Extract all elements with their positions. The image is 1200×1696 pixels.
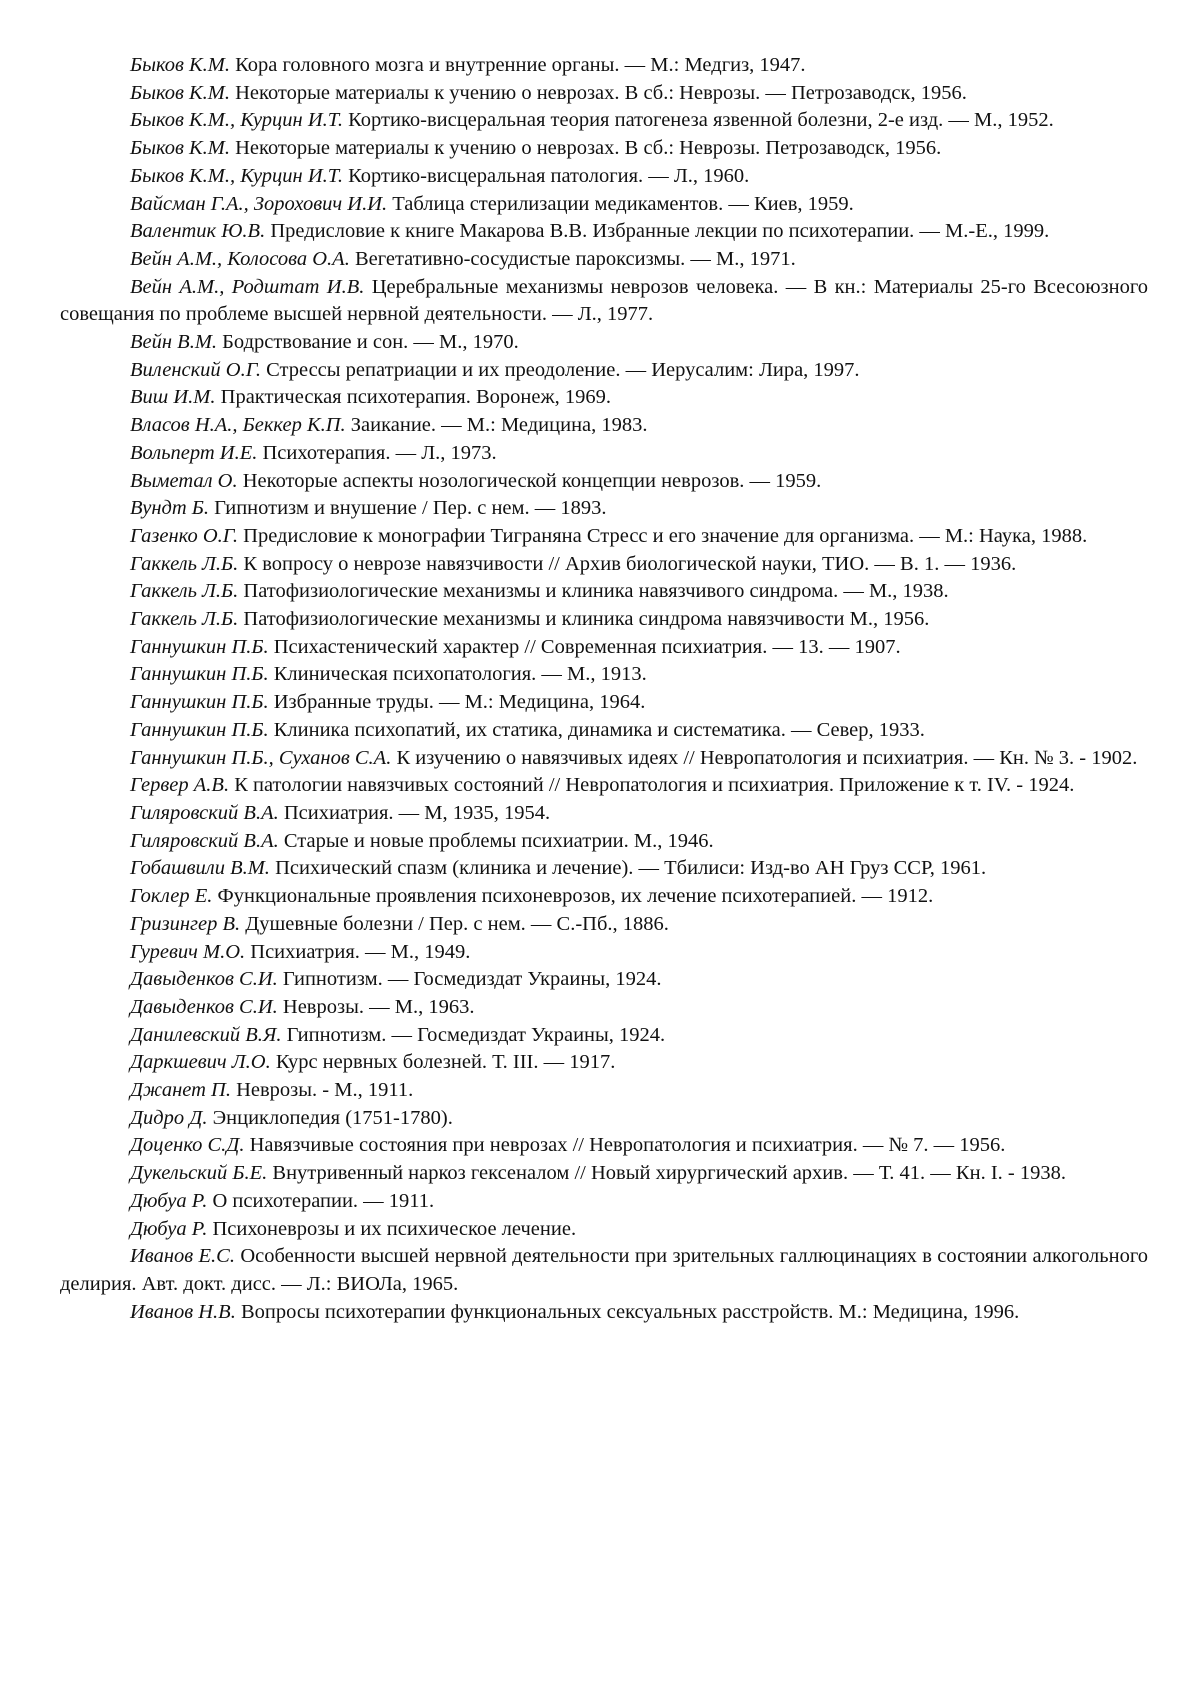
entry-author: Быков К.М., Курцин И.Т. — [130, 164, 344, 187]
bibliography-entry — [60, 911, 1148, 939]
entry-author: Давыденков С.И. — [130, 968, 278, 991]
entry-text: Энциклопедия (1751-1780). — [207, 1106, 453, 1129]
entry-text: Некоторые аспекты нозологической концепции неврозов. — 1959. — [237, 469, 822, 492]
entry-text: Психиатрия. — М., 1949. — [245, 940, 471, 963]
entry-author: Виленский О.Г. — [130, 358, 261, 381]
entry-author: Вейн А.М., Колосова О.А. — [130, 247, 350, 270]
entry-author: Гаккель Л.Б. — [130, 552, 239, 575]
bibliography-entry — [60, 163, 1148, 191]
entry-text: Кортико-висцеральная теория патогенеза язвенной болезни, 2-е изд. — М., 1952. — [343, 109, 1054, 132]
entry-text: Патофизиологические механизмы и клиника навязчивого синдрома. — М., 1938. — [238, 580, 949, 603]
bibliography-entry — [60, 80, 1148, 108]
bibliography-entry — [60, 634, 1148, 662]
bibliography-entry — [60, 661, 1148, 689]
entry-text: О психотерапии. — 1911. — [207, 1189, 435, 1212]
bibliography-entry — [60, 357, 1148, 385]
bibliography-entry — [60, 523, 1148, 551]
entry-author: Быков К.М. — [130, 137, 230, 160]
entry-text: Практическая психотерапия. Воронеж, 1969. — [215, 386, 612, 409]
bibliography-entry — [60, 1132, 1148, 1160]
entry-text: Психотерапия. — Л., 1973. — [257, 441, 497, 464]
bibliography-entry — [60, 551, 1148, 579]
bibliography-entry — [60, 855, 1148, 883]
bibliography-entry — [60, 606, 1148, 634]
entry-author: Вейн В.М. — [130, 331, 218, 354]
entry-author: Доценко С.Д. — [130, 1134, 245, 1157]
bibliography-entry — [60, 1299, 1148, 1327]
bibliography-entry — [60, 384, 1148, 412]
bibliography-entry — [60, 1216, 1148, 1244]
entry-author: Ганнушкин П.Б. — [130, 718, 269, 741]
entry-text: Некоторые материалы к учению о неврозах. В сб.: Неврозы. — Петрозаводск, 1956. — [230, 81, 967, 104]
entry-text: Патофизиологические механизмы и клиника синдрома навязчивости М., 1956. — [238, 608, 930, 631]
entry-text: Особенности высшей нервной деятельности при зрительных галлюцинациях в состоянии алкогольного делирия. Авт. докт. дисс. — Л.: ВИОЛа, 1965. — [60, 1245, 1149, 1295]
entry-author: Быков К.М., Курцин И.Т. — [130, 109, 344, 132]
bibliography-entry — [60, 717, 1148, 745]
entry-text: Некоторые материалы к учению о неврозах. В сб.: Неврозы. Петрозаводск, 1956. — [230, 137, 942, 160]
bibliography-entry — [60, 495, 1148, 523]
bibliography-entry — [60, 191, 1148, 219]
entry-text: Предисловие к книге Макарова В.В. Избранные лекции по психотерапии. — М.-Е., 1999. — [265, 220, 1050, 243]
bibliography-entry — [60, 939, 1148, 967]
entry-author: Вейн А.М., Родштат И.В. — [130, 275, 365, 298]
bibliography-entry — [60, 1188, 1148, 1216]
entry-text: Церебральные механизмы неврозов человека. — В кн.: Материалы 25-го Всесоюзного совещания по проблеме высшей нервной деятельности. — Л., 1977. — [60, 275, 1148, 326]
entry-text: Психастенический характер // Современная психиатрия. — 13. — 1907. — [268, 635, 901, 658]
bibliography-entry — [60, 218, 1148, 246]
bibliography-entry — [60, 828, 1148, 856]
bibliography-entry — [60, 440, 1148, 468]
entry-author: Власов Н.А., Беккер К.П. — [130, 414, 346, 437]
entry-text: Бодрствование и сон. — М., 1970. — [217, 331, 519, 354]
entry-text: К изучению о навязчивых идеях // Невропатология и психиатрия. — Кн. № 3. - 1902. — [391, 746, 1138, 769]
bibliography-entry — [60, 1160, 1148, 1188]
bibliography-entry — [60, 966, 1148, 994]
bibliography-entry — [60, 1077, 1148, 1105]
bibliography-entry — [60, 246, 1148, 274]
bibliography-entry — [60, 1243, 1148, 1298]
entry-author: Вайсман Г.А., Зорохович И.И. — [130, 192, 388, 215]
bibliography-entry — [60, 1049, 1148, 1077]
entry-text: Вегетативно-сосудистые пароксизмы. — М., 1971. — [349, 247, 796, 270]
entry-text: Клиническая психопатология. — М., 1913. — [268, 663, 647, 686]
entry-author: Виш И.М. — [130, 386, 216, 409]
entry-author: Гуревич М.О. — [130, 940, 246, 963]
entry-text: Старые и новые проблемы психиатрии. М., 1946. — [278, 829, 714, 852]
bibliography-entry — [60, 745, 1148, 773]
bibliography-entry — [60, 994, 1148, 1022]
entry-text: Кортико-висцеральная патология. — Л., 1960. — [343, 164, 750, 187]
bibliography-entry — [60, 468, 1148, 496]
entry-text: Заикание. — М.: Медицина, 1983. — [345, 414, 648, 437]
entry-author: Выметал О. — [130, 469, 238, 492]
entry-author: Газенко О.Г. — [130, 524, 239, 547]
entry-author: Быков К.М. — [130, 81, 230, 104]
bibliography-entry — [60, 135, 1148, 163]
bibliography-entry — [60, 772, 1148, 800]
bibliography-entry — [60, 329, 1148, 357]
entry-text: Курс нервных болезней. Т. III. — 1917. — [270, 1051, 616, 1074]
entry-author: Даркшевич Л.О. — [130, 1051, 271, 1074]
bibliography-entry — [60, 52, 1148, 80]
entry-author: Ганнушкин П.Б., Суханов С.А. — [130, 746, 392, 769]
entry-text: Таблица стерилизации медикаментов. — Киев, 1959. — [387, 192, 854, 215]
entry-author: Гризингер В. — [130, 912, 241, 935]
entry-text: Гипнотизм. — Госмедиздат Украины, 1924. — [281, 1023, 666, 1046]
entry-author: Джанет П. — [130, 1079, 231, 1102]
entry-text: Стрессы репатриации и их преодоление. — Иерусалим: Лира, 1997. — [260, 358, 860, 381]
entry-author: Дюбуа Р. — [130, 1217, 208, 1240]
bibliography-entry — [60, 883, 1148, 911]
entry-text: Кора головного мозга и внутренние органы. — М.: Медгиз, 1947. — [230, 54, 806, 76]
bibliography-entry — [60, 107, 1148, 135]
entry-text: Предисловие к монографии Тиграняна Стресс и его значение для организма. — М.: Наука, 1988. — [238, 524, 1088, 547]
entry-text: К патологии навязчивых состояний // Невропатология и психиатрия. Приложение к т. IV. - 1924. — [229, 774, 1075, 797]
entry-text: Избранные труды. — М.: Медицина, 1964. — [268, 691, 646, 714]
entry-text: Психический спазм (клиника и лечение). — Тбилиси: Изд-во АН Груз ССР, 1961. — [269, 857, 987, 880]
bibliography-entry — [60, 1022, 1148, 1050]
entry-text: Психоневрозы и их психическое лечение. — [207, 1217, 577, 1240]
entry-author: Гиляровский В.А. — [130, 829, 279, 852]
entry-author: Гаккель Л.Б. — [130, 608, 239, 631]
bibliography-entry — [60, 412, 1148, 440]
entry-text: Гипнотизм и внушение / Пер. с нем. — 1893. — [209, 497, 607, 520]
entry-author: Ганнушкин П.Б. — [130, 691, 269, 714]
entry-text: Функциональные проявления психоневрозов, их лечение психотерапией. — 1912. — [212, 885, 934, 908]
entry-author: Ганнушкин П.Б. — [130, 635, 269, 658]
entry-author: Иванов Е.С. — [130, 1245, 235, 1268]
entry-author: Иванов Н.В. — [130, 1300, 236, 1323]
bibliography-entry — [60, 1105, 1148, 1133]
entry-text: Психиатрия. — М, 1935, 1954. — [278, 801, 551, 824]
bibliography-entry — [60, 800, 1148, 828]
bibliography-entry — [60, 578, 1148, 606]
entry-text: К вопросу о неврозе навязчивости // Архив биологической науки, ТИО. — В. 1. — 1936. — [238, 552, 1017, 575]
entry-author: Гоклер Е. — [130, 885, 213, 908]
bibliography-page — [60, 52, 1148, 1326]
entry-author: Гобашвили В.М. — [130, 857, 270, 880]
entry-author: Вундт Б. — [130, 497, 210, 520]
entry-text: Вопросы психотерапии функциональных сексуальных расстройств. М.: Медицина, 1996. — [235, 1300, 1020, 1323]
entry-text: Неврозы. — М., 1963. — [277, 995, 475, 1018]
entry-author: Валентик Ю.В. — [130, 220, 266, 243]
bibliography-entry — [60, 274, 1148, 329]
entry-author: Данилевский В.Я. — [130, 1023, 282, 1046]
entry-author: Дукельский Б.Е. — [130, 1162, 268, 1185]
entry-text: Гипнотизм. — Госмедиздат Украины, 1924. — [277, 968, 662, 991]
entry-author: Давыденков С.И. — [130, 995, 278, 1018]
entry-text: Клиника психопатий, их статика, динамика и систематика. — Север, 1933. — [268, 718, 925, 741]
entry-text: Неврозы. - М., 1911. — [230, 1079, 414, 1102]
entry-author: Гиляровский В.А. — [130, 801, 279, 824]
entry-author: Гервер А.В. — [130, 774, 230, 797]
bibliography-entry — [60, 689, 1148, 717]
entry-text: Душевные болезни / Пер. с нем. — С.-Пб., 1886. — [240, 912, 669, 935]
entry-author: Гаккель Л.Б. — [130, 580, 239, 603]
entry-author: Дюбуа Р. — [130, 1189, 208, 1212]
entry-author: Вольперт И.Е. — [130, 441, 258, 464]
entry-author: Быков К.М. — [130, 54, 230, 76]
entry-author: Ганнушкин П.Б. — [130, 663, 269, 686]
entry-text: Навязчивые состояния при неврозах // Невропатология и психиатрия. — № 7. — 1956. — [244, 1134, 1006, 1157]
entry-author: Дидро Д. — [130, 1106, 208, 1129]
entry-text: Внутривенный наркоз гексеналом // Новый хирургический архив. — Т. 41. — Кн. I. - 1938. — [267, 1162, 1066, 1185]
